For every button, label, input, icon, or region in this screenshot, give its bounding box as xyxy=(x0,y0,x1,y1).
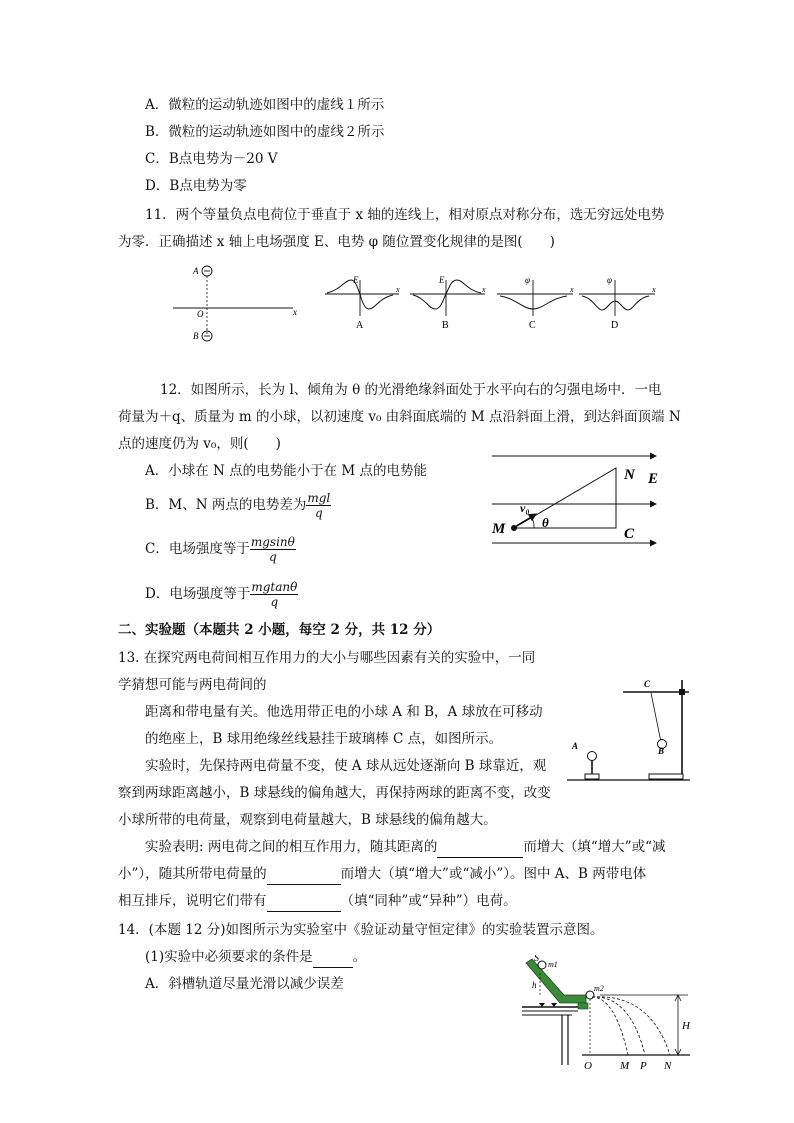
svg-text:v₀: v₀ xyxy=(520,501,530,515)
graph-b xyxy=(410,275,486,331)
ball-m2 xyxy=(586,991,594,999)
label-o: O xyxy=(197,309,204,319)
q10-option-c: C．B点电势为－20 V xyxy=(145,151,278,167)
svg-text:E: E xyxy=(648,471,659,487)
svg-text:N: N xyxy=(664,1060,672,1072)
section2-title: 二、实验题（本题共 2 小题，每空 2 分，共 12 分） xyxy=(118,622,441,638)
graph-d-label: D xyxy=(611,320,619,331)
answer-blank-3[interactable] xyxy=(267,891,341,912)
q10-option-a: A．微粒的运动轨迹如图中的虚线１所示 xyxy=(145,97,385,113)
svg-text:H: H xyxy=(682,1020,690,1032)
fraction-mgtan-over-q: $\frac{mgtan\theta}{q}$ xyxy=(251,580,298,609)
svg-text:E: E xyxy=(353,275,359,285)
ball-m1 xyxy=(538,961,546,969)
svg-text:N: N xyxy=(624,467,635,483)
q12-stem-line1: 12．如图所示，长为 l、倾角为 θ 的光滑绝缘斜面处于水平向右的匀强电场中．一电 xyxy=(160,382,662,398)
q14-line1: 14．(本题 12 分)如图所示为实验室中《验证动量守恒定律》的实验装置示意图。 xyxy=(118,922,604,938)
q13-line10: 相互排斥，说明它们带有 （填“同种”或“异种”）电荷。 xyxy=(118,891,517,912)
q14-line2: (1)实验中必须要求的条件是 。 xyxy=(145,947,366,968)
q14-apparatus-figure xyxy=(520,955,700,1075)
q10-option-b: B．微粒的运动轨迹如图中的虚线２所示 xyxy=(145,124,385,140)
svg-text:C: C xyxy=(624,526,635,542)
answer-blank-2[interactable] xyxy=(267,864,341,885)
fraction-mgl-over-q: $\frac{\text{mgl}}{q}$ xyxy=(307,491,331,520)
svg-text:m2: m2 xyxy=(594,984,604,993)
q13-line1: 13. 在探究两电荷间相互作用力的大小与哪些因素有关的实验中，一同 xyxy=(118,650,536,666)
answer-blank-1[interactable] xyxy=(437,837,523,858)
svg-text:φ: φ xyxy=(525,275,530,285)
ball-a xyxy=(588,752,597,761)
svg-text:E: E xyxy=(439,275,445,285)
label-a: A xyxy=(193,266,199,276)
q14-option-a: A．斜槽轨道尽量光滑以减少误差 xyxy=(145,976,344,992)
svg-text:φ: φ xyxy=(607,275,612,285)
svg-text:x: x xyxy=(482,285,486,294)
stand-base xyxy=(649,774,683,779)
answer-blank-4[interactable] xyxy=(313,947,353,968)
q13-line8: 实验表明: 两电荷之间的相互作用力，随其距离的 而增大（填“增大”或“减 xyxy=(145,837,666,858)
q13-line7: 小球所带的电荷量，观察到电荷量越大，B 球悬线的偏角越大。 xyxy=(118,812,497,828)
q12-incline-figure xyxy=(486,448,664,552)
svg-text:h: h xyxy=(532,980,537,990)
label-b: B xyxy=(193,331,199,341)
q11-stem-line2: 为零．正确描述 x 轴上电场强度 E、电势 φ 随位置变化规律的是图( ) xyxy=(118,234,555,250)
svg-text:x: x xyxy=(570,285,574,294)
q13-line5: 实验时，先保持两电荷量不变，使 A 球从远处逐渐向 B 球靠近，观 xyxy=(145,758,547,774)
graph-a xyxy=(325,275,400,331)
svg-text:C: C xyxy=(644,679,651,689)
graph-b-label: B xyxy=(442,320,449,331)
q13-line3: 距离和带电量有关。他选用带正电的小球 A 和 B，A 球放在可移动 xyxy=(145,704,543,720)
q13-line9: 小”），随其所带电荷量的 而增大（填“增大”或“减小”）。图中 A、B 两带电体 xyxy=(118,864,646,885)
graph-a-label: A xyxy=(356,320,364,331)
svg-text:M: M xyxy=(620,1060,630,1072)
q13-line2: 学猜想可能与两电荷间的 xyxy=(118,677,267,693)
svg-text:x: x xyxy=(652,285,656,294)
graph-d xyxy=(579,275,656,331)
svg-text:θ: θ xyxy=(542,515,549,530)
q11-stem-line1: 11．两个等量负点电荷位于垂直于 x 轴的连线上，相对原点对称分布，选无穷远处电势 xyxy=(145,207,665,223)
svg-text:m1: m1 xyxy=(548,960,558,969)
svg-text:M: M xyxy=(492,521,506,537)
q12-option-d: D．电场强度等于 $\frac{mgtan\theta}{q}$ xyxy=(145,580,298,609)
svg-text:A: A xyxy=(572,741,579,751)
svg-text:B: B xyxy=(658,746,665,756)
q12-option-a: A．小球在 N 点的电势能小于在 M 点的电势能 xyxy=(145,463,428,479)
q12-option-c: C．电场强度等于 $\frac{mgsin\theta}{q}$ xyxy=(145,535,295,564)
svg-text:S: S xyxy=(534,955,539,964)
q12-stem-line3: 点的速度仍为 v₀，则( ) xyxy=(118,436,281,452)
svg-text:P: P xyxy=(640,1060,647,1072)
q10-option-d: D．B点电势为零 xyxy=(145,178,247,194)
fraction-mgsin-over-q: $\frac{mgsin\theta}{q}$ xyxy=(250,535,295,564)
thread xyxy=(651,693,661,742)
incline-triangle xyxy=(514,468,616,528)
insulating-base xyxy=(585,774,599,779)
label-x: x xyxy=(293,307,297,317)
svg-text:x: x xyxy=(396,285,400,294)
q12-option-b: B．M、N 两点的电势差为 $\frac{\text{mgl}}{q}$ xyxy=(145,491,331,520)
q12-stem-line2: 荷量为＋q、质量为 m 的小球，以初速度 v₀ 由斜面底端的 M 点沿斜面上滑，到达斜面顶端 N xyxy=(118,409,681,425)
svg-text:O: O xyxy=(584,1060,592,1072)
q13-apparatus-figure xyxy=(565,674,695,786)
q11-figure xyxy=(165,262,665,344)
q13-line4: 的绝座上，B 球用绝缘丝线悬挂于玻璃棒 C 点，如图所示。 xyxy=(145,731,503,747)
graph-c-label: C xyxy=(529,320,536,331)
q13-line6: 察到两球距离越小，B 球悬线的偏角越大，再保持两球的距离不变，改变 xyxy=(118,785,551,801)
graph-c xyxy=(497,275,574,331)
